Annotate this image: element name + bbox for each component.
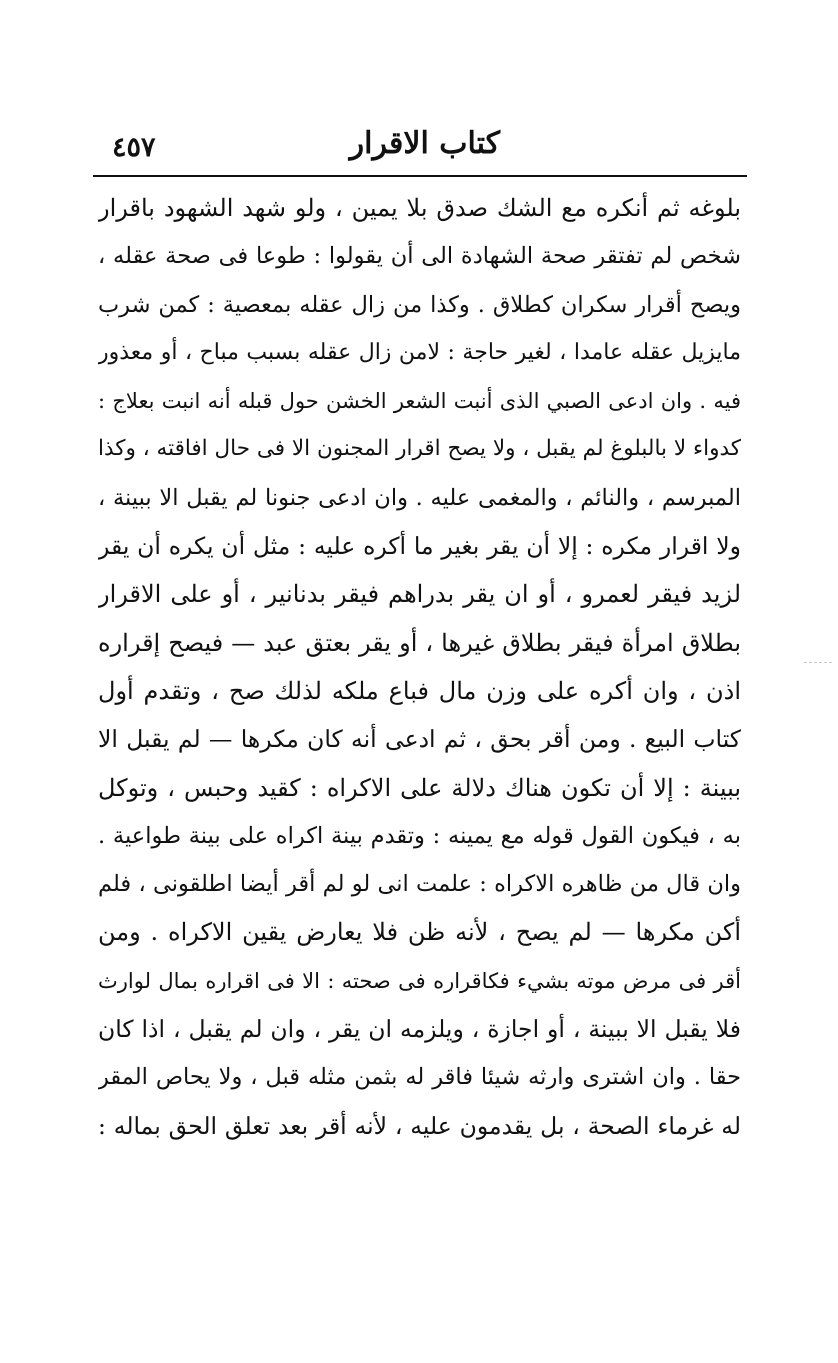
text-line: وان قال من ظاهره الاكراه : علمت انى لو لم أقر أيضا اطلقونى ، فلم xyxy=(98,871,741,898)
text-line: اذن ، وان أكره على وزن مال فباع ملكه لذلك صح ، وتقدم أول xyxy=(98,676,741,705)
text-line: له غرماء الصحة ، بل يقدمون عليه ، لأنه أقر بعد تعلق الحق بماله : xyxy=(98,1111,741,1140)
running-title: كتاب الاقرار xyxy=(349,126,500,161)
body-text xyxy=(98,184,741,1150)
text-line: ويصح أقرار سكران كطلاق . وكذا من زال عقله بمعصية : كمن شرب xyxy=(98,291,741,318)
text-line: به ، فيكون القول قوله مع يمينه : وتقدم بينة اكراه على بينة طواعية . xyxy=(98,822,741,849)
text-line: أكن مكرها — لم يصح ، لأنه ظن فلا يعارض يقين الاكراه . ومن xyxy=(98,918,741,947)
text-line: لزيد فيقر لعمرو ، أو ان يقر بدراهم فيقر بدنانير ، أو على الاقرار xyxy=(98,580,741,609)
page-number: ٤٥٧ xyxy=(112,132,156,163)
text-line: المبرسم ، والنائم ، والمغمى عليه . وان ادعى جنونا لم يقبل الا ببينة ، xyxy=(98,484,741,511)
margin-scan-mark xyxy=(804,662,832,663)
text-line: شخص لم تفتقر صحة الشهادة الى أن يقولوا : طوعا فى صحة عقله ، xyxy=(98,243,741,270)
text-line: فلا يقبل الا ببينة ، أو اجازة ، ويلزمه ان يقر ، وان لم يقبل ، اذا كان xyxy=(98,1015,741,1044)
text-line: بلوغه ثم أنكره مع الشك صدق بلا يمين ، ولو شهد الشهود باقرار xyxy=(98,194,741,222)
header-rule xyxy=(93,175,747,177)
text-line: بطلاق امرأة فيقر بطلاق غيرها ، أو يقر بعتق عبد — فيصح إقراره xyxy=(98,628,741,657)
text-line: فيه . وان ادعى الصبي الذى أنبت الشعر الخشن حول قبله أنه انبت بعلاج : xyxy=(98,389,741,414)
text-line: مايزيل عقله عامدا ، لغير حاجة : لامن زال عقله بسبب مباح ، أو معذور xyxy=(98,339,741,365)
text-line: كدواء لا بالبلوغ لم يقبل ، ولا يصح اقرار المجنون الا فى حال افاقته ، وكذا xyxy=(98,436,741,462)
page-header xyxy=(100,118,740,174)
text-line: كتاب البيع . ومن أقر بحق ، ثم ادعى أنه كان مكرها — لم يقبل الا xyxy=(98,725,741,754)
text-line: حقا . وان اشترى وارثه شيئا فاقر له بثمن مثله قبل ، ولا يحاص المقر xyxy=(98,1064,741,1091)
text-line: أقر فى مرض موته بشيء فكاقراره فى صحته : الا فى اقراره بمال لوارث xyxy=(98,968,741,993)
text-line: ببينة : إلا أن تكون هناك دلالة على الاكراه : كقيد وحبس ، وتوكل xyxy=(98,773,741,802)
text-line: ولا اقرار مكره : إلا أن يقر بغير ما أكره عليه : مثل أن يكره أن يقر xyxy=(98,532,741,561)
